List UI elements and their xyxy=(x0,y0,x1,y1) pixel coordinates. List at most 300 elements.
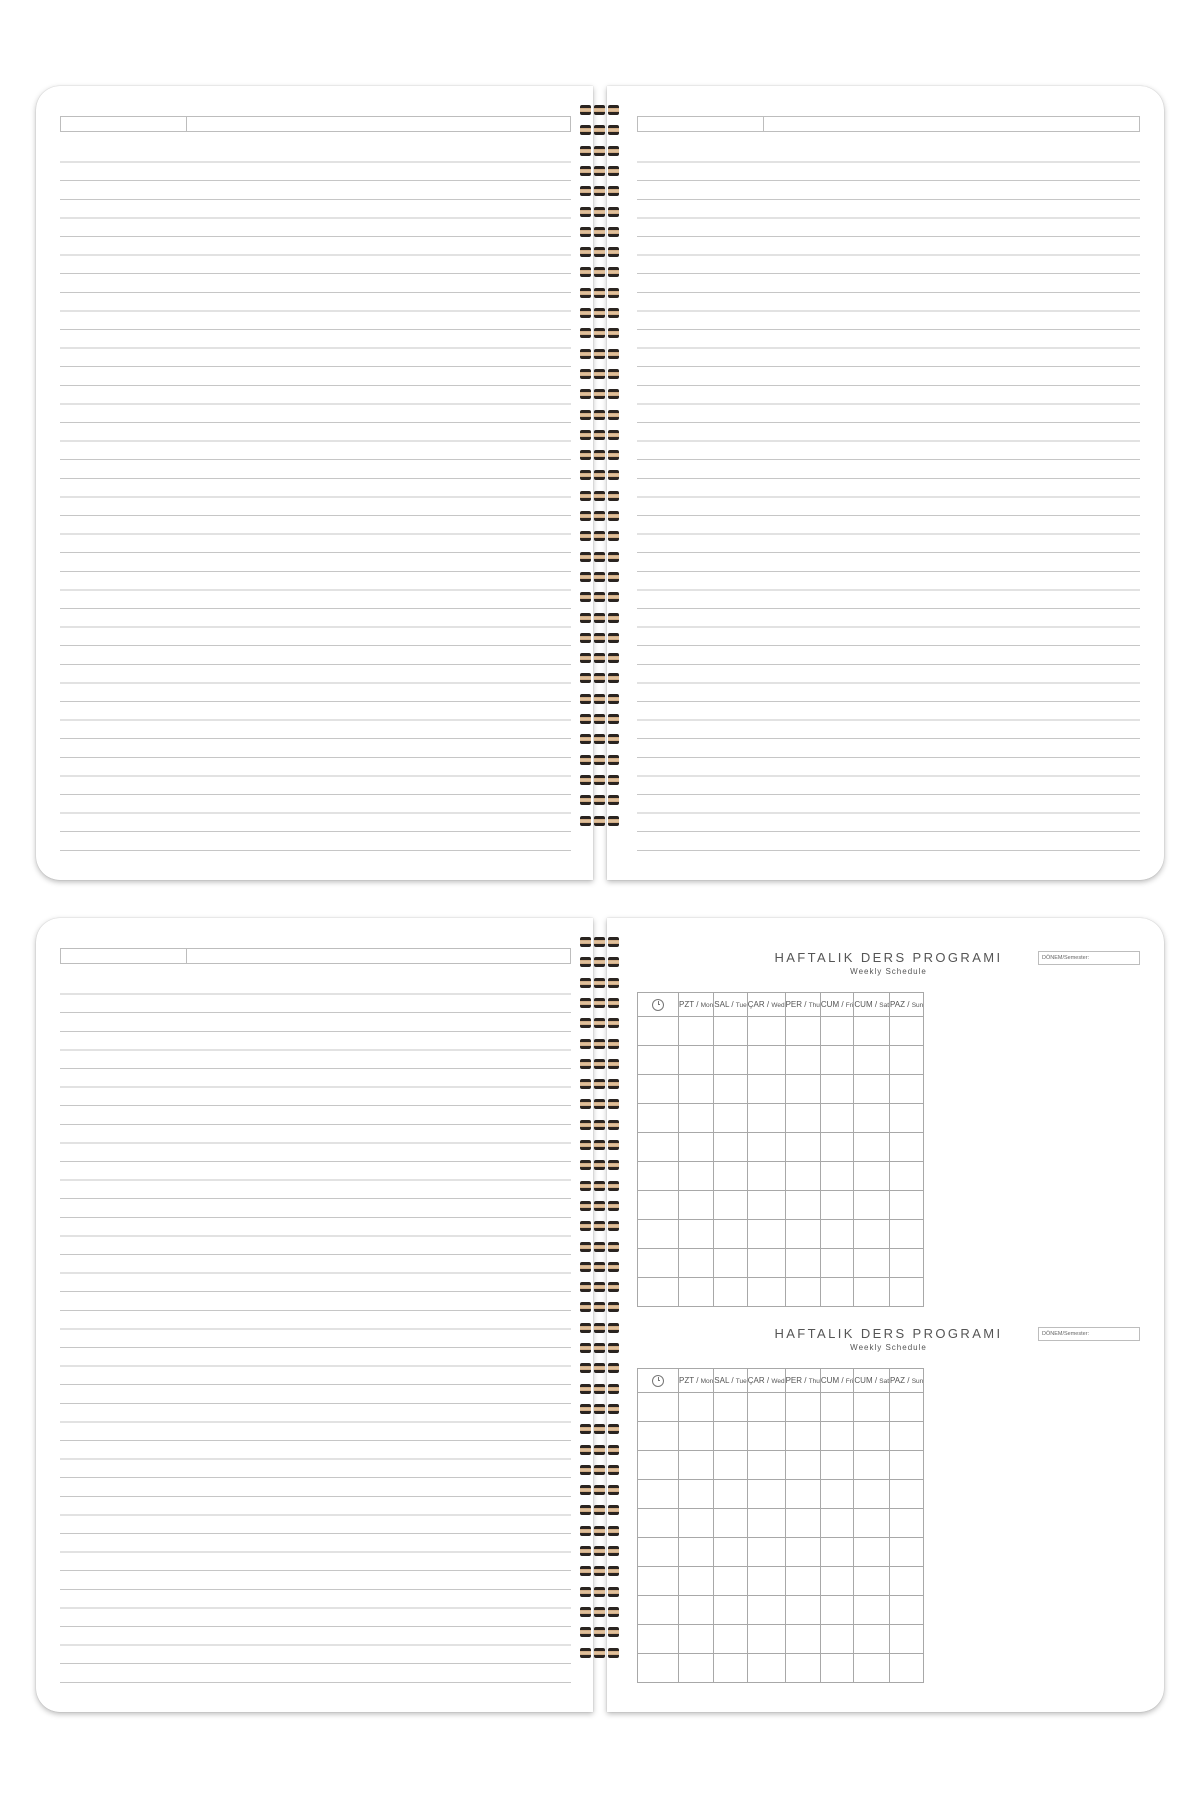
schedule-cell xyxy=(679,1480,714,1509)
schedule-cell xyxy=(890,1451,924,1480)
schedule-row xyxy=(638,1104,924,1133)
spiral-coil xyxy=(578,1362,622,1374)
schedule-cell xyxy=(820,1567,853,1596)
schedule-cell xyxy=(854,1046,890,1075)
schedule-cell xyxy=(747,1249,785,1278)
schedule-cell xyxy=(890,1017,924,1046)
schedule-row xyxy=(638,1538,924,1567)
day-header: SAL / Tue xyxy=(714,993,747,1017)
day-header: CUM / Fri xyxy=(820,993,853,1017)
schedule-cell xyxy=(714,1046,747,1075)
schedule-cell xyxy=(785,1480,820,1509)
schedule-subtitle: Weekly Schedule xyxy=(850,967,927,976)
schedule-cell xyxy=(679,1046,714,1075)
lined-page-right xyxy=(607,86,1164,880)
schedule-row xyxy=(638,1509,924,1538)
spiral-coil xyxy=(578,794,622,806)
schedule-cell xyxy=(854,1625,890,1654)
spiral-coil xyxy=(578,1444,622,1456)
day-label-en: Sat xyxy=(879,1002,890,1009)
spiral-coil xyxy=(578,1565,622,1577)
spiral-coil xyxy=(578,348,622,360)
day-header: PZT / Mon xyxy=(679,993,714,1017)
schedule-cell xyxy=(785,1191,820,1220)
spiral-coil xyxy=(578,1159,622,1171)
schedule-cell xyxy=(747,1278,785,1307)
header-divider xyxy=(763,117,764,131)
day-label-en: Mon xyxy=(700,1378,714,1385)
schedule-cell xyxy=(854,1075,890,1104)
schedule-cell xyxy=(679,1451,714,1480)
schedule-cell xyxy=(820,1046,853,1075)
spiral-coil xyxy=(578,409,622,421)
schedule-cell xyxy=(679,1654,714,1683)
time-cell xyxy=(638,1654,679,1683)
schedule-row xyxy=(638,1075,924,1104)
spiral-coil xyxy=(578,266,622,278)
day-label-en: Mon xyxy=(700,1002,714,1009)
schedule-cell xyxy=(854,1567,890,1596)
schedule-row xyxy=(638,1422,924,1451)
schedule-subtitle: Weekly Schedule xyxy=(850,1343,927,1352)
schedule-cell xyxy=(785,1162,820,1191)
day-label-tr: PZT xyxy=(679,1000,694,1009)
spiral-coil xyxy=(578,1017,622,1029)
schedule-cell xyxy=(714,1162,747,1191)
schedule-cell xyxy=(785,1538,820,1567)
schedule-cell xyxy=(747,1567,785,1596)
page-header-box xyxy=(60,948,571,964)
schedule-cell xyxy=(785,1451,820,1480)
page-header-box xyxy=(60,116,571,132)
spiral-coil xyxy=(578,591,622,603)
schedule-cell xyxy=(679,1075,714,1104)
schedule-cell xyxy=(890,1567,924,1596)
day-label-tr: PER xyxy=(785,1000,803,1009)
spiral-coil xyxy=(578,1464,622,1476)
spiral-coil xyxy=(578,1383,622,1395)
spiral-coil xyxy=(578,754,622,766)
schedule-cell xyxy=(854,1191,890,1220)
schedule-cell xyxy=(890,1538,924,1567)
spiral-coil xyxy=(578,1545,622,1557)
schedule-cell xyxy=(890,1075,924,1104)
spiral-coil xyxy=(578,185,622,197)
schedule-cell xyxy=(714,1422,747,1451)
schedule-cell xyxy=(820,1075,853,1104)
schedule-row xyxy=(638,1393,924,1422)
day-header: PER / Thu xyxy=(785,1369,820,1393)
spiral-coil xyxy=(578,733,622,745)
schedule-title: HAFTALIK DERS PROGRAMI xyxy=(774,1326,1003,1341)
schedule-cell xyxy=(679,1509,714,1538)
schedule-cell xyxy=(785,1278,820,1307)
schedule-cell xyxy=(890,1509,924,1538)
schedule-cell xyxy=(854,1422,890,1451)
schedule-cell xyxy=(854,1538,890,1567)
schedule-cell xyxy=(785,1654,820,1683)
schedule-cell xyxy=(820,1017,853,1046)
schedule-cell xyxy=(890,1278,924,1307)
spiral-coil xyxy=(578,1139,622,1151)
schedule-cell xyxy=(714,1596,747,1625)
schedule-cell xyxy=(714,1451,747,1480)
ruled-lines xyxy=(60,976,571,1684)
schedule-page xyxy=(607,918,1164,1712)
schedule-cell xyxy=(679,1538,714,1567)
spiral-coil xyxy=(578,713,622,725)
schedule-cell xyxy=(747,1509,785,1538)
schedule-row xyxy=(638,1480,924,1509)
time-column-header xyxy=(638,1369,679,1393)
day-label-tr: ÇAR xyxy=(747,1000,765,1009)
schedule-cell xyxy=(890,1249,924,1278)
schedule-cell xyxy=(785,1625,820,1654)
spiral-coil xyxy=(578,1078,622,1090)
schedule-cell xyxy=(714,1191,747,1220)
day-label-tr: CUM xyxy=(820,1000,840,1009)
schedule-cell xyxy=(679,1278,714,1307)
schedule-cell xyxy=(854,1509,890,1538)
schedule-row xyxy=(638,1017,924,1046)
spiral-coil xyxy=(578,469,622,481)
schedule-cell xyxy=(785,1104,820,1133)
schedule-cell xyxy=(854,1278,890,1307)
schedule-cell xyxy=(890,1046,924,1075)
schedule-cell xyxy=(747,1596,785,1625)
day-header: ÇAR / Wed xyxy=(747,993,785,1017)
schedule-cell xyxy=(785,1075,820,1104)
day-label-tr: CUM xyxy=(820,1376,840,1385)
day-header: PZT / Mon xyxy=(679,1369,714,1393)
spiral-coil xyxy=(578,1504,622,1516)
notebook-spread-top xyxy=(36,86,1164,880)
schedule-cell xyxy=(714,1075,747,1104)
day-label-en: Fri xyxy=(845,1002,854,1009)
schedule-cell xyxy=(679,1249,714,1278)
schedule-cell xyxy=(854,1480,890,1509)
spiral-coil xyxy=(578,206,622,218)
day-label-en: Wed xyxy=(771,1002,785,1009)
schedule-cell xyxy=(820,1278,853,1307)
lined-page-left xyxy=(36,918,593,1712)
notebook-spread-bottom xyxy=(36,918,1164,1712)
day-label-en: Thu xyxy=(808,1378,820,1385)
time-cell xyxy=(638,1046,679,1075)
page-header-box xyxy=(637,116,1140,132)
time-cell xyxy=(638,1393,679,1422)
spiral-coil xyxy=(578,1525,622,1537)
spiral-coil xyxy=(578,327,622,339)
schedule-row xyxy=(638,1567,924,1596)
spiral-coil xyxy=(578,1098,622,1110)
schedule-cell xyxy=(747,1162,785,1191)
time-cell xyxy=(638,1249,679,1278)
schedule-cell xyxy=(714,1393,747,1422)
schedule-cell xyxy=(854,1162,890,1191)
spiral-coil xyxy=(578,1586,622,1598)
schedule-cell xyxy=(679,1191,714,1220)
schedule-cell xyxy=(820,1480,853,1509)
schedule-row xyxy=(638,1133,924,1162)
clock-icon xyxy=(652,999,664,1011)
schedule-cell xyxy=(890,1191,924,1220)
spiral-coil xyxy=(578,956,622,968)
schedule-cell xyxy=(890,1393,924,1422)
schedule-cell xyxy=(820,1393,853,1422)
schedule-cell xyxy=(854,1249,890,1278)
schedule-cell xyxy=(890,1596,924,1625)
spiral-coil xyxy=(578,1200,622,1212)
spiral-coil xyxy=(578,1342,622,1354)
spiral-coil xyxy=(578,672,622,684)
spiral-coil xyxy=(578,490,622,502)
time-cell xyxy=(638,1480,679,1509)
schedule-row xyxy=(638,1654,924,1683)
spiral-coil xyxy=(578,815,622,827)
time-cell xyxy=(638,1451,679,1480)
day-label-tr: PAZ xyxy=(890,1000,906,1009)
schedule-cell xyxy=(820,1104,853,1133)
schedule-cell xyxy=(747,1480,785,1509)
schedule-cell xyxy=(714,1278,747,1307)
schedule-cell xyxy=(747,1104,785,1133)
spiral-coil xyxy=(578,936,622,948)
day-header: PAZ / Sun xyxy=(890,993,924,1017)
spiral-coil xyxy=(578,510,622,522)
spiral-coil xyxy=(578,104,622,116)
spiral-coil xyxy=(578,1058,622,1070)
day-label-en: Thu xyxy=(808,1002,820,1009)
schedule-cell xyxy=(854,1654,890,1683)
schedule-cell xyxy=(854,1017,890,1046)
day-label-en: Tue xyxy=(735,1378,747,1385)
day-header: CUM / Sat xyxy=(854,993,890,1017)
schedule-row xyxy=(638,1191,924,1220)
day-label-tr: PER xyxy=(785,1376,803,1385)
schedule-cell xyxy=(714,1509,747,1538)
spiral-coil xyxy=(578,165,622,177)
schedule-cell xyxy=(854,1451,890,1480)
day-label-en: Sun xyxy=(911,1378,924,1385)
time-cell xyxy=(638,1625,679,1654)
header-divider xyxy=(186,949,187,963)
day-header: SAL / Tue xyxy=(714,1369,747,1393)
schedule-row xyxy=(638,1249,924,1278)
time-cell xyxy=(638,1567,679,1596)
day-label-tr: PAZ xyxy=(890,1376,906,1385)
day-label-en: Tue xyxy=(735,1002,747,1009)
schedule-cell xyxy=(890,1625,924,1654)
spiral-coil xyxy=(578,977,622,989)
schedule-cell xyxy=(747,1451,785,1480)
time-cell xyxy=(638,1075,679,1104)
day-label-tr: SAL xyxy=(714,1000,730,1009)
schedule-cell xyxy=(679,1625,714,1654)
time-cell xyxy=(638,1017,679,1046)
spiral-coil xyxy=(578,1119,622,1131)
spiral-coil xyxy=(578,388,622,400)
spiral-coil xyxy=(578,1281,622,1293)
spiral-coil xyxy=(578,997,622,1009)
schedule-cell xyxy=(820,1249,853,1278)
semester-field xyxy=(1038,951,1140,965)
spiral-coil xyxy=(578,632,622,644)
schedule-cell xyxy=(785,1133,820,1162)
schedule-cell xyxy=(714,1480,747,1509)
day-label-tr: ÇAR xyxy=(747,1376,765,1385)
schedule-cell xyxy=(679,1596,714,1625)
schedule-cell xyxy=(747,1422,785,1451)
spiral-coil xyxy=(578,1261,622,1273)
schedule-cell xyxy=(854,1104,890,1133)
day-label-tr: CUM xyxy=(854,1000,873,1009)
schedule-cell xyxy=(820,1538,853,1567)
spiral-coil xyxy=(578,226,622,238)
schedule-cell xyxy=(785,1422,820,1451)
time-cell xyxy=(638,1162,679,1191)
schedule-cell xyxy=(747,1017,785,1046)
schedule-cell xyxy=(785,1220,820,1249)
time-cell xyxy=(638,1278,679,1307)
ruled-lines xyxy=(637,144,1140,852)
spiral-coil xyxy=(578,612,622,624)
day-header: PAZ / Sun xyxy=(890,1369,924,1393)
spiral-coil xyxy=(578,145,622,157)
schedule-cell xyxy=(679,1133,714,1162)
schedule-title: HAFTALIK DERS PROGRAMI xyxy=(774,950,1003,965)
schedule-cell xyxy=(820,1509,853,1538)
schedule-row xyxy=(638,1596,924,1625)
schedule-cell xyxy=(785,1046,820,1075)
time-cell xyxy=(638,1133,679,1162)
spiral-coil xyxy=(578,693,622,705)
time-cell xyxy=(638,1220,679,1249)
schedule-row xyxy=(638,1278,924,1307)
schedule-cell xyxy=(820,1191,853,1220)
schedule-row xyxy=(638,1451,924,1480)
schedule-cell xyxy=(714,1625,747,1654)
schedule-cell xyxy=(679,1104,714,1133)
schedule-header-row xyxy=(638,1369,924,1393)
spiral-coil xyxy=(578,1403,622,1415)
schedule-cell xyxy=(747,1654,785,1683)
time-cell xyxy=(638,1509,679,1538)
time-cell xyxy=(638,1538,679,1567)
schedule-cell xyxy=(714,1249,747,1278)
spiral-coil xyxy=(578,551,622,563)
spiral-coil xyxy=(578,1220,622,1232)
schedule-cell xyxy=(854,1220,890,1249)
schedule-cell xyxy=(820,1625,853,1654)
spiral-coil xyxy=(578,1606,622,1618)
day-label-tr: PZT xyxy=(679,1376,694,1385)
spiral-coil xyxy=(578,652,622,664)
schedule-cell xyxy=(820,1162,853,1191)
semester-label: DÖNEM/Semester: xyxy=(1042,955,1090,961)
spiral-coil xyxy=(578,1423,622,1435)
schedule-cell xyxy=(820,1220,853,1249)
day-label-en: Sun xyxy=(911,1002,924,1009)
spiral-coil xyxy=(578,1301,622,1313)
schedule-row xyxy=(638,1046,924,1075)
spiral-coil xyxy=(578,1647,622,1659)
spiral-coil xyxy=(578,1038,622,1050)
day-label-en: Wed xyxy=(771,1378,785,1385)
schedule-cell xyxy=(820,1596,853,1625)
spiral-coil xyxy=(578,287,622,299)
schedule-cell xyxy=(890,1422,924,1451)
schedule-cell xyxy=(890,1480,924,1509)
schedule-cell xyxy=(890,1654,924,1683)
spiral-binding xyxy=(578,936,622,1686)
schedule-cell xyxy=(785,1596,820,1625)
schedule-cell xyxy=(714,1538,747,1567)
schedule-header-row xyxy=(638,993,924,1017)
day-label-en: Sat xyxy=(879,1378,890,1385)
schedule-cell xyxy=(785,1249,820,1278)
schedule-cell xyxy=(747,1220,785,1249)
schedule-cell xyxy=(714,1017,747,1046)
schedule-cell xyxy=(820,1451,853,1480)
schedule-cell xyxy=(714,1104,747,1133)
spiral-coil xyxy=(578,449,622,461)
spiral-coil xyxy=(578,1484,622,1496)
time-cell xyxy=(638,1104,679,1133)
time-column-header xyxy=(638,993,679,1017)
spiral-coil xyxy=(578,124,622,136)
header-divider xyxy=(186,117,187,131)
schedule-cell xyxy=(785,1567,820,1596)
schedule-cell xyxy=(890,1104,924,1133)
day-header: PER / Thu xyxy=(785,993,820,1017)
day-header: CUM / Fri xyxy=(820,1369,853,1393)
schedule-cell xyxy=(714,1567,747,1596)
schedule-cell xyxy=(854,1133,890,1162)
schedule-cell xyxy=(747,1393,785,1422)
schedule-cell xyxy=(890,1220,924,1249)
schedule-cell xyxy=(679,1162,714,1191)
clock-icon xyxy=(652,1375,664,1387)
schedule-cell xyxy=(679,1567,714,1596)
schedule-cell xyxy=(747,1075,785,1104)
day-label-tr: CUM xyxy=(854,1376,873,1385)
schedule-cell xyxy=(785,1509,820,1538)
time-cell xyxy=(638,1596,679,1625)
schedule-row xyxy=(638,1625,924,1654)
schedule-grid xyxy=(637,992,924,1307)
semester-label: DÖNEM/Semester: xyxy=(1042,1331,1090,1337)
spiral-coil xyxy=(578,1180,622,1192)
ruled-lines xyxy=(60,144,571,852)
schedule-cell xyxy=(714,1220,747,1249)
spiral-coil xyxy=(578,368,622,380)
schedule-cell xyxy=(747,1191,785,1220)
day-label-en: Fri xyxy=(845,1378,854,1385)
day-label-tr: SAL xyxy=(714,1376,730,1385)
spiral-coil xyxy=(578,1626,622,1638)
schedule-cell xyxy=(820,1422,853,1451)
schedule-cell xyxy=(890,1162,924,1191)
spiral-coil xyxy=(578,571,622,583)
schedule-cell xyxy=(785,1017,820,1046)
spiral-coil xyxy=(578,307,622,319)
time-cell xyxy=(638,1191,679,1220)
schedule-cell xyxy=(714,1133,747,1162)
spiral-binding xyxy=(578,104,622,854)
schedule-row xyxy=(638,1162,924,1191)
spiral-coil xyxy=(578,530,622,542)
